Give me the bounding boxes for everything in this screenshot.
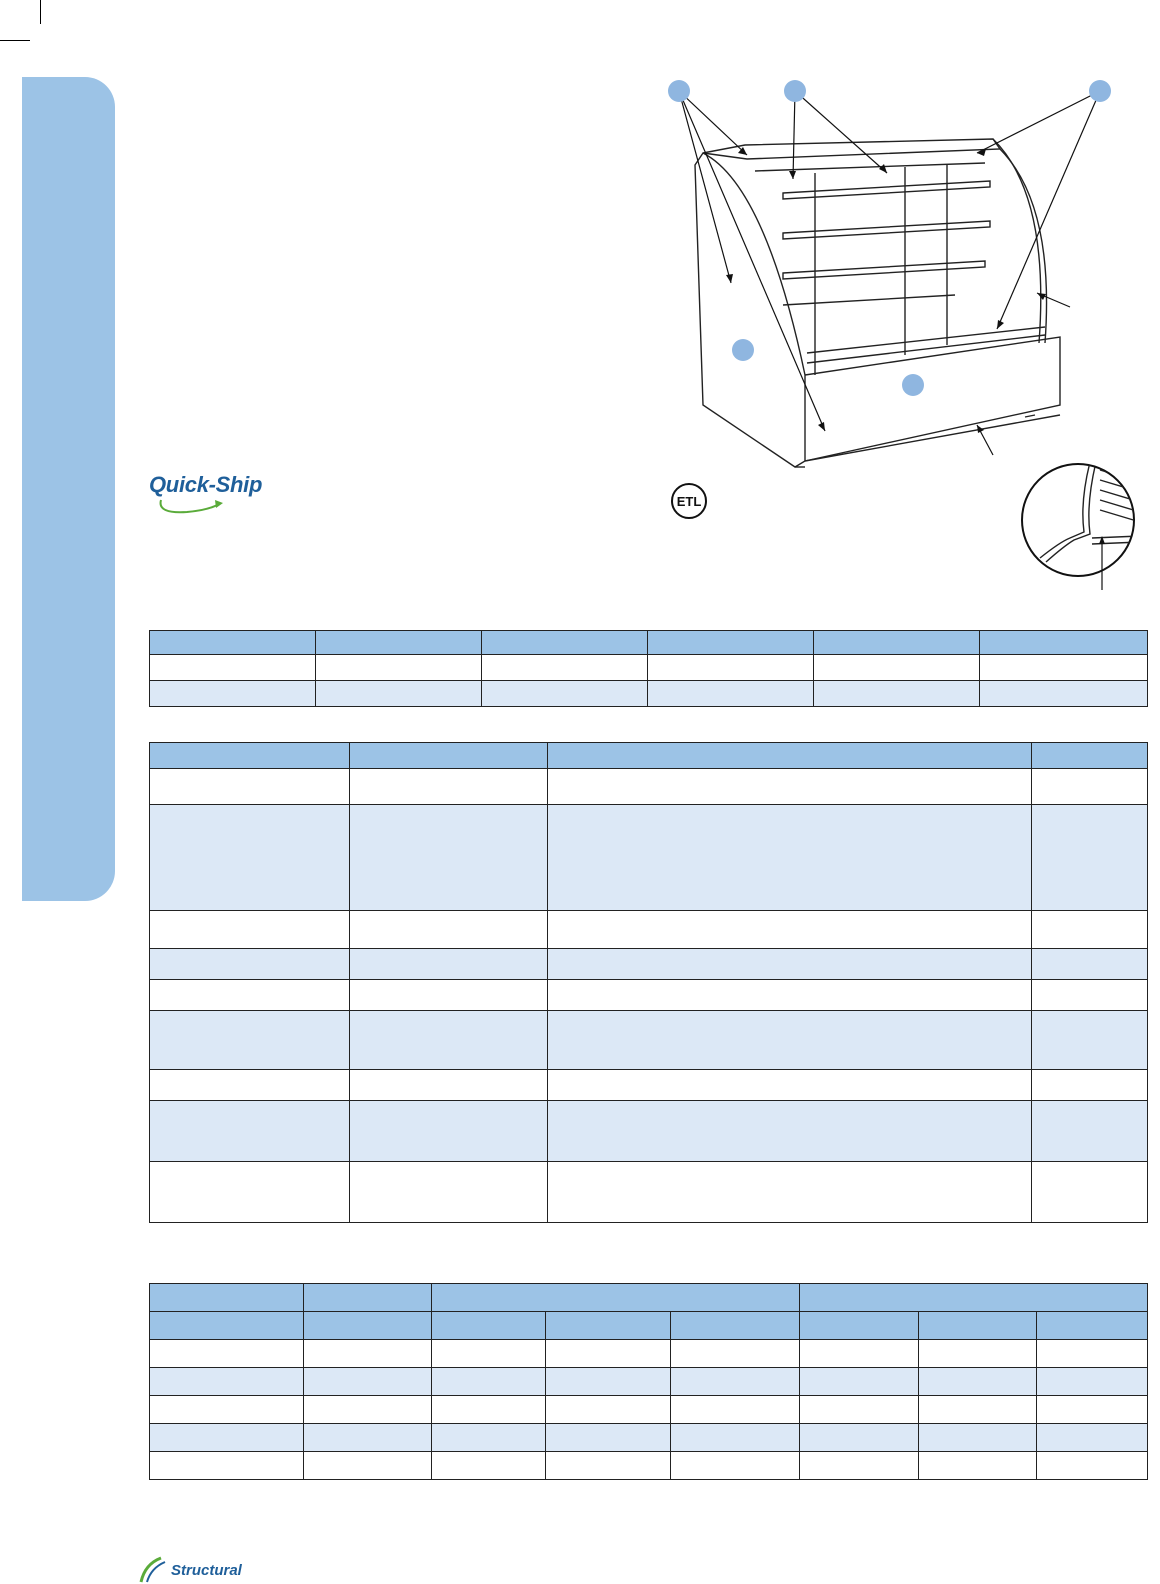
table-row xyxy=(150,1101,1148,1162)
table3-sub-header xyxy=(304,1312,432,1340)
table3-sub-header xyxy=(671,1312,800,1340)
table3-sub-header-row xyxy=(150,1312,1148,1340)
table1-header xyxy=(150,631,316,655)
table-cell xyxy=(150,655,316,681)
table-cell xyxy=(1037,1396,1148,1424)
table-cell xyxy=(800,1368,919,1396)
table-row xyxy=(150,655,1148,681)
table-cell xyxy=(980,655,1148,681)
table-cell xyxy=(1037,1368,1148,1396)
callout-marker-3 xyxy=(1089,80,1111,102)
quick-ship-arrow-icon xyxy=(147,470,267,520)
table-cell xyxy=(304,1340,432,1368)
table-cell xyxy=(548,1070,1032,1101)
spec-table-1 xyxy=(149,630,1148,707)
shelf-detail-icon xyxy=(1020,462,1145,592)
table-cell xyxy=(648,655,814,681)
table-row xyxy=(150,1424,1148,1452)
table-row xyxy=(150,1396,1148,1424)
table-cell xyxy=(546,1368,671,1396)
table1-header-row xyxy=(150,631,1148,655)
table1-header xyxy=(648,631,814,655)
table-cell xyxy=(432,1452,546,1480)
table-cell xyxy=(350,769,548,805)
table-cell xyxy=(548,805,1032,911)
table-cell xyxy=(304,1452,432,1480)
table-cell xyxy=(150,1070,350,1101)
quick-ship-logo xyxy=(147,470,267,520)
table-cell xyxy=(150,1340,304,1368)
table-row xyxy=(150,949,1148,980)
table-cell xyxy=(814,655,980,681)
table-row xyxy=(150,1070,1148,1101)
table-cell xyxy=(1032,1011,1148,1070)
table-cell xyxy=(648,681,814,707)
table-cell xyxy=(671,1424,800,1452)
table-cell xyxy=(1032,911,1148,949)
table-cell xyxy=(546,1452,671,1480)
table-row xyxy=(150,769,1148,805)
table-row xyxy=(150,1452,1148,1480)
table-cell xyxy=(548,911,1032,949)
table-cell xyxy=(350,949,548,980)
table-row xyxy=(150,1340,1148,1368)
brand-logo xyxy=(135,1554,265,1584)
side-tab-label xyxy=(22,77,115,901)
table-cell xyxy=(546,1424,671,1452)
table-cell xyxy=(980,681,1148,707)
table-cell xyxy=(919,1368,1037,1396)
table-cell xyxy=(150,1011,350,1070)
spec-table-2 xyxy=(149,742,1148,1223)
table-cell xyxy=(432,1424,546,1452)
table-row xyxy=(150,681,1148,707)
table-cell xyxy=(304,1424,432,1452)
table-cell xyxy=(548,1101,1032,1162)
callout-markers xyxy=(668,80,1111,396)
table-cell xyxy=(1032,1070,1148,1101)
table-row xyxy=(150,980,1148,1011)
table3-sub-header xyxy=(919,1312,1037,1340)
table-cell xyxy=(1032,1162,1148,1223)
brand-logo-text: Structural xyxy=(171,1562,242,1579)
table-cell xyxy=(350,911,548,949)
table-row xyxy=(150,805,1148,911)
crop-mark-horizontal xyxy=(0,40,30,41)
table2-header-row xyxy=(150,743,1148,769)
table-cell xyxy=(548,980,1032,1011)
brand-swoosh-icon xyxy=(135,1554,175,1584)
table-cell xyxy=(548,1011,1032,1070)
table1-header xyxy=(814,631,980,655)
table-cell xyxy=(350,1101,548,1162)
table-cell xyxy=(800,1340,919,1368)
table-cell xyxy=(150,681,316,707)
quick-ship-logo-text: Quick-Ship xyxy=(149,472,263,497)
table3-sub-header xyxy=(1037,1312,1148,1340)
table-cell xyxy=(1037,1424,1148,1452)
table-cell xyxy=(150,1396,304,1424)
table-cell xyxy=(1032,805,1148,911)
table-cell xyxy=(919,1340,1037,1368)
etl-listed-icon xyxy=(668,482,710,520)
table-cell xyxy=(671,1368,800,1396)
table1-header xyxy=(316,631,482,655)
crop-mark-vertical xyxy=(40,0,41,24)
table-cell xyxy=(350,1070,548,1101)
table-cell xyxy=(350,1011,548,1070)
table-cell xyxy=(671,1396,800,1424)
table-cell xyxy=(1032,949,1148,980)
table2-header xyxy=(548,743,1032,769)
table-row xyxy=(150,1011,1148,1070)
table-cell xyxy=(800,1452,919,1480)
callout-marker-4 xyxy=(732,339,754,361)
table-cell xyxy=(350,1162,548,1223)
table-row xyxy=(150,911,1148,949)
table-cell xyxy=(1032,980,1148,1011)
table3-sub-header xyxy=(546,1312,671,1340)
table-cell xyxy=(150,805,350,911)
table2-header xyxy=(150,743,350,769)
table-cell xyxy=(482,655,648,681)
table3-group-header xyxy=(304,1284,432,1312)
spec-table-3 xyxy=(149,1283,1148,1480)
table-cell xyxy=(150,911,350,949)
table3-group-header-row xyxy=(150,1284,1148,1312)
table-cell xyxy=(150,769,350,805)
table1-header xyxy=(482,631,648,655)
etl-text: ETL xyxy=(676,494,702,509)
table-cell xyxy=(150,1452,304,1480)
table-cell xyxy=(1037,1452,1148,1480)
table-cell xyxy=(1032,769,1148,805)
table-cell xyxy=(548,769,1032,805)
table-cell xyxy=(432,1340,546,1368)
table-cell xyxy=(546,1340,671,1368)
table-cell xyxy=(304,1368,432,1396)
table-cell xyxy=(800,1424,919,1452)
table-cell xyxy=(316,655,482,681)
table-cell xyxy=(150,1162,350,1223)
table-cell xyxy=(548,949,1032,980)
table-cell xyxy=(671,1340,800,1368)
table-cell xyxy=(919,1396,1037,1424)
table2-header xyxy=(1032,743,1148,769)
table-row xyxy=(150,1162,1148,1223)
table3-group-header xyxy=(800,1284,1148,1312)
table-cell xyxy=(432,1368,546,1396)
table-row xyxy=(150,1368,1148,1396)
callout-marker-5 xyxy=(902,374,924,396)
table-cell xyxy=(350,980,548,1011)
table2-header xyxy=(350,743,548,769)
table-cell xyxy=(919,1452,1037,1480)
table-cell xyxy=(316,681,482,707)
table-cell xyxy=(432,1396,546,1424)
table-cell xyxy=(671,1452,800,1480)
table3-group-header xyxy=(432,1284,800,1312)
table-cell xyxy=(150,1101,350,1162)
table-cell xyxy=(304,1396,432,1424)
table-cell xyxy=(150,980,350,1011)
table-cell xyxy=(814,681,980,707)
callout-marker-1 xyxy=(668,80,690,102)
callout-marker-2 xyxy=(784,80,806,102)
table3-sub-header xyxy=(150,1312,304,1340)
table-cell xyxy=(482,681,648,707)
table-cell xyxy=(548,1162,1032,1223)
table3-group-header xyxy=(150,1284,304,1312)
table3-sub-header xyxy=(432,1312,546,1340)
display-case-diagram xyxy=(655,75,1155,475)
table-cell xyxy=(150,949,350,980)
table-cell xyxy=(150,1424,304,1452)
table-cell xyxy=(919,1424,1037,1452)
table-cell xyxy=(1037,1340,1148,1368)
table-cell xyxy=(800,1396,919,1424)
table-cell xyxy=(546,1396,671,1424)
table3-sub-header xyxy=(800,1312,919,1340)
table-cell xyxy=(150,1368,304,1396)
table1-header xyxy=(980,631,1148,655)
table-cell xyxy=(350,805,548,911)
table-cell xyxy=(1032,1101,1148,1162)
